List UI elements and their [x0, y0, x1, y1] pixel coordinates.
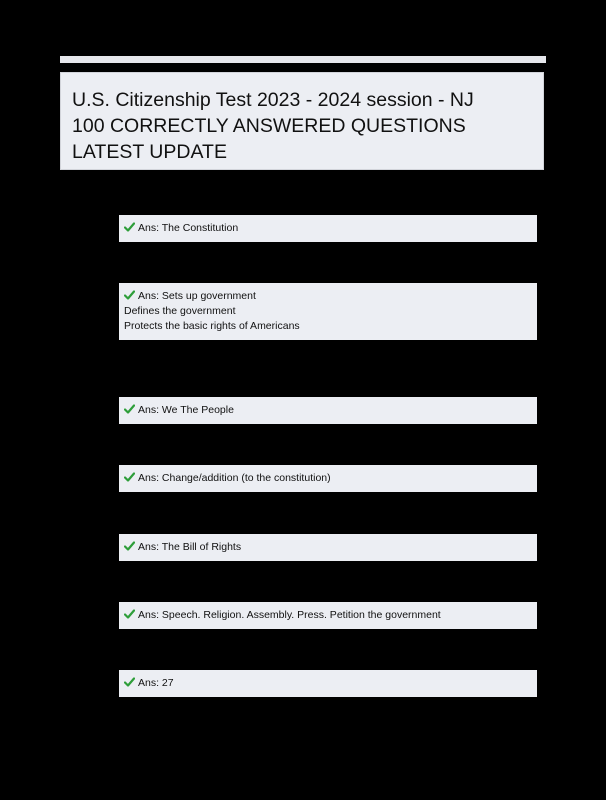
answer-line [124, 403, 531, 418]
checkmark-icon [124, 222, 135, 232]
checkmark-icon [124, 290, 135, 300]
answer-text: Ans: The Bill of Rights [138, 541, 242, 553]
answer-text: Ans: 27 [138, 677, 174, 689]
answer-text: Ans: We The People [138, 404, 234, 416]
answer-line [124, 676, 531, 691]
title-line-2: 100 CORRECTLY ANSWERED QUESTIONS [72, 115, 466, 137]
checkmark-icon [124, 541, 135, 551]
checkmark-icon [124, 677, 135, 687]
answer-text: Ans: Speech. Religion. Assembly. Press. Petition the government [138, 609, 441, 621]
checkmark-icon [124, 472, 135, 482]
answer-line: Protects the basic rights of Americans [124, 320, 300, 332]
answer-text: Ans: The Constitution [138, 222, 239, 234]
checkmark-icon [124, 609, 135, 619]
answer-line [124, 608, 531, 623]
answer-box-2 [119, 283, 537, 340]
title-line-3: LATEST UPDATE [72, 141, 227, 163]
answer-line [124, 471, 531, 486]
checkmark-icon [124, 404, 135, 414]
top-divider [60, 56, 546, 63]
answer-box-1 [119, 215, 537, 242]
answer-line [124, 221, 531, 236]
answer-box-5 [119, 534, 537, 561]
answer-text: Ans: Sets up government [138, 290, 256, 302]
answer-box-6 [119, 602, 537, 629]
answer-box-4 [119, 465, 537, 492]
answer-text: Ans: Change/addition (to the constitution) [138, 472, 331, 484]
answer-line [124, 540, 531, 555]
answer-box-3 [119, 397, 537, 424]
answer-line [124, 289, 531, 304]
document-title-box [60, 72, 544, 170]
answer-line: Defines the government [124, 305, 236, 317]
answer-box-7 [119, 670, 537, 697]
title-line-1: U.S. Citizenship Test 2023 - 2024 session - NJ [72, 89, 474, 111]
